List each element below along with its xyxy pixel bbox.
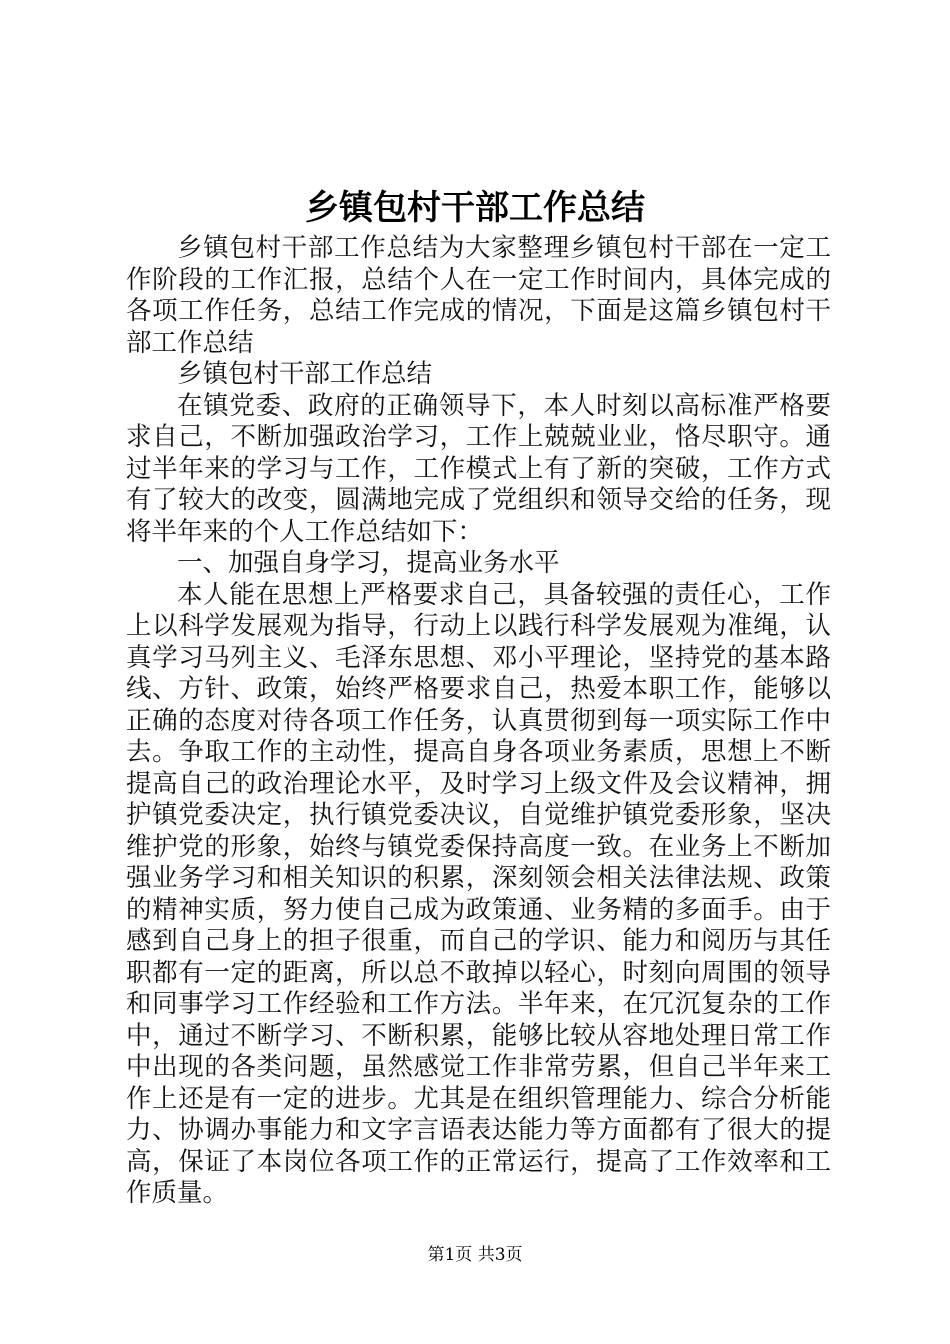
- subtitle-paragraph: 乡镇包村干部工作总结: [177, 359, 433, 389]
- section-heading-1: 一、加强自身学习，提高业务水平: [177, 548, 560, 578]
- opening-paragraph: 在镇党委、政府的正确领导下，本人时刻以高标准严格要求自己，不断加强政治学习，工作上兢兢业业，恪尽职守。通过半年来的学习与工作，工作模式上有了新的突破，工作方式有了较大的改变，圆满地完成了党组织和领导交给的任务，现将半年来的个人工作总结如下：: [126, 390, 831, 547]
- page-footer: 第1页 共3页: [427, 1245, 523, 1265]
- intro-paragraph: 乡镇包村干部工作总结为大家整理乡镇包村干部在一定工作阶段的工作汇报，总结个人在一定工作时间内，具体完成的各项工作任务，总结工作完成的情况，下面是这篇乡镇包村干部工作总结: [126, 233, 831, 358]
- document-body: [126, 233, 831, 1210]
- document-title: 乡镇包村干部工作总结: [305, 188, 645, 228]
- section-1-paragraph: 本人能在思想上严格要求自己，具备较强的责任心，工作上以科学发展观为指导，行动上以践行科学发展观为准绳，认真学习马列主义、毛泽东思想、邓小平理论，坚持党的基本路线、方针、政策，始终严格要求自己，热爱本职工作，能够以正确的态度对待各项工作任务，认真贯彻到每一项实际工作中去。争取工作的主动性，提高自身各项业务素质，思想上不断提高自己的政治理论水平，及时学习上级文件及会议精神，拥护镇党委决定，执行镇党委决议，自觉维护镇党委形象，坚决维护党的形象，始终与镇党委保持高度一致。在业务上不断加强业务学习和相关知识的积累，深刻领会相关法律法规、政策的精神实质，努力使自己成为政策通、业务精的多面手。由于感到自己身上的担子很重，而自己的学识、能力和阅历与其任职都有一定的距离，所以总不敢掉以轻心，时刻向周围的领导和同事学习工作经验和工作方法。半年来，在冗沉复杂的工作中，通过不断学习、不断积累，能够比较从容地处理日常工作中出现的各类问题，虽然感觉工作非常劳累，但自己半年来工作上还是有一定的进步。尤其是在组织管理能力、综合分析能力、协调办事能力和文字言语表达能力等方面都有了很大的提高，保证了本岗位各项工作的正常运行，提高了工作效率和工作质量。: [126, 579, 831, 1208]
